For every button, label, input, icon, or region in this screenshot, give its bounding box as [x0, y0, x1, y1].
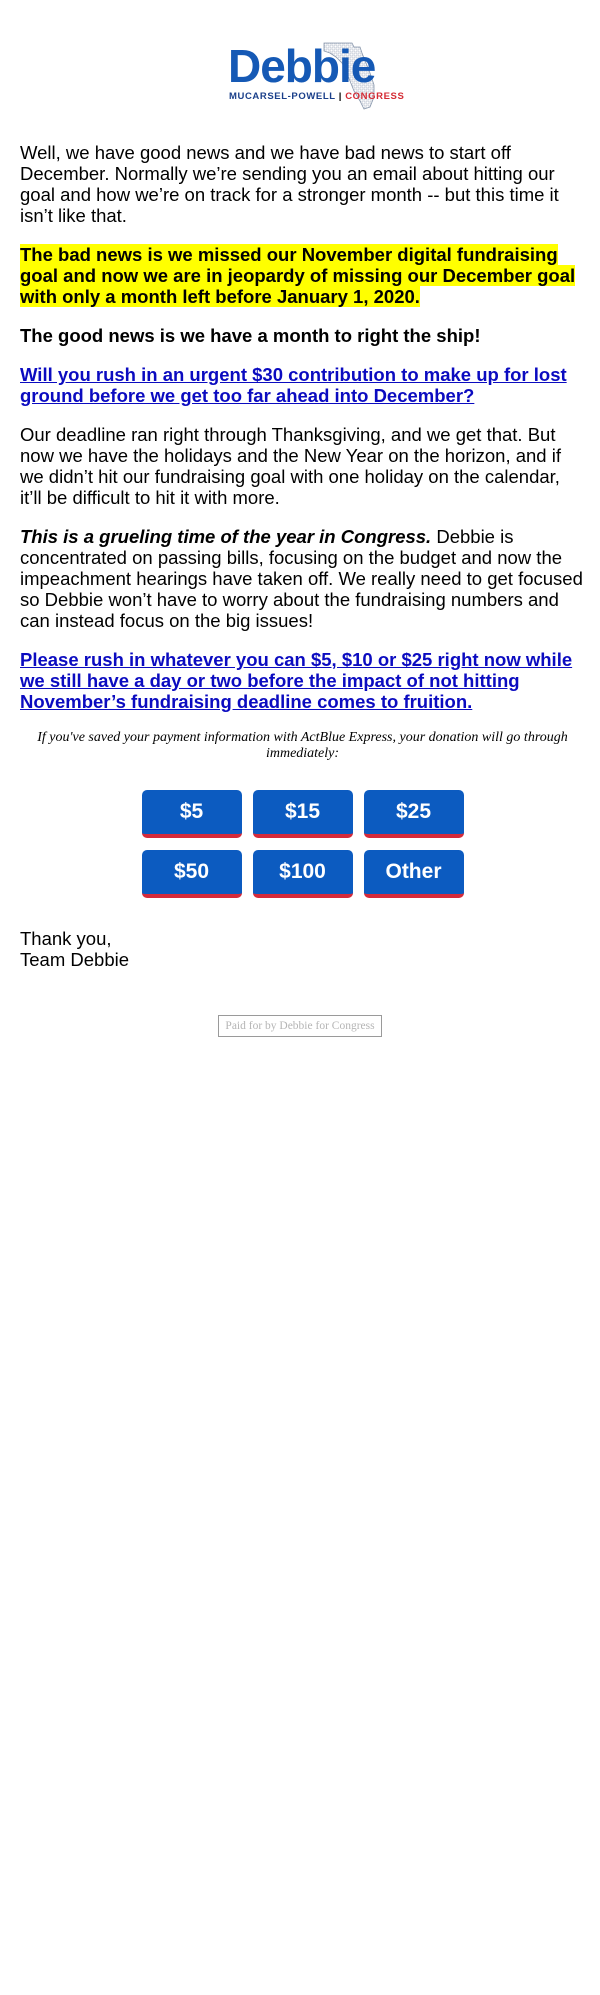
donate-50-button[interactable]: $50 — [142, 850, 242, 898]
donate-100-button[interactable]: $100 — [253, 850, 353, 898]
rush-donation-link[interactable]: Please rush in whatever you can $5, $10 or $25 right now while we still have a day or two before the impact of not hitting November’s fundraising deadline comes to fruition. — [20, 649, 573, 712]
debbie-logo — [226, 37, 405, 113]
actblue-express-note: If you've saved your payment information with ActBlue Express, your donation will go through immediately: — [37, 730, 568, 761]
donate-15-button[interactable]: $15 — [253, 790, 353, 838]
bad-news-highlight: The bad news is we missed our November digital fundraising goal and now we are in jeopardy of missing our December goal with only a month left before January 1, 2020. — [20, 244, 576, 307]
paid-for-disclaimer: Paid for by Debbie for Congress — [218, 1015, 382, 1037]
good-news-paragraph: The good news is we have a month to right the ship! — [20, 325, 481, 346]
urgent-contribution-link[interactable]: Will you rush in an urgent $30 contribution to make up for lost ground before we get too far ahead into December? — [20, 364, 567, 406]
grueling-time-emphasis: This is a grueling time of the year in Congress. — [20, 526, 432, 547]
donate-25-button[interactable]: $25 — [364, 790, 464, 838]
signoff — [20, 928, 585, 970]
logo-subtitle: MUCARSEL-POWELL | CONGRESS — [229, 91, 405, 102]
rush-link-paragraph — [20, 649, 585, 712]
intro-paragraph: Well, we have good news and we have bad news to start off December. Normally we’re sending you an email about hitting our goal and how we’re on track for a stronger month -- but this time it isn’t like that. — [20, 142, 559, 226]
deadline-paragraph: Our deadline ran right through Thanksgiving, and we get that. But now we have the holidays and the New Year on the horizon, and if we didn’t hit our fundraising goal with one holiday on the calendar, it’ll be difficult to hit it with more. — [20, 424, 561, 508]
signoff-team: Team Debbie — [20, 949, 130, 970]
grueling-time-paragraph — [20, 526, 585, 631]
donate-other-button[interactable]: Other — [364, 850, 464, 898]
logo-subtitle-name: MUCARSEL-POWELL — [229, 91, 336, 102]
logo-wordmark: Debbie — [228, 40, 376, 92]
donate-5-button[interactable]: $5 — [142, 790, 242, 838]
grueling-time-text: Debbie is concentrated on passing bills, focusing on the budget and now the impeachment hearings have taken off. We really need to get focused so Debbie won’t have to worry about the fundraising numbers and can instead focus on the big issues! — [20, 526, 583, 631]
logo-subtitle-congress: CONGRESS — [345, 91, 405, 102]
bad-news-paragraph — [20, 244, 585, 307]
signoff-thanks: Thank you, — [20, 928, 112, 949]
contribution-link-paragraph — [20, 364, 585, 406]
donate-button-grid — [143, 790, 463, 898]
email-body — [20, 142, 585, 970]
